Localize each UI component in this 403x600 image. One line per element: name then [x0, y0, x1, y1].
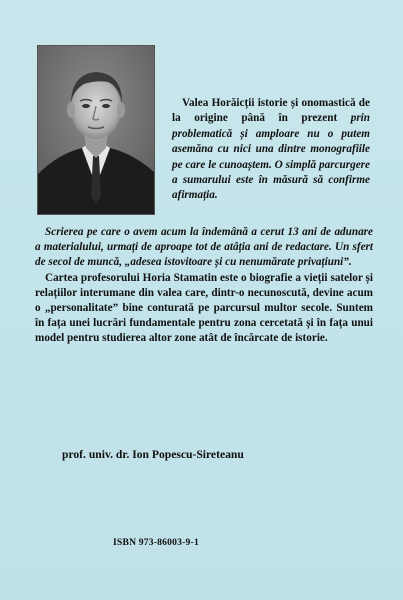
- review-text: [35, 225, 373, 347]
- review-paragraph-1: Scrierea pe care o avem acum la îndemână a cerut 13 ani de adunare a materialului, urmați de aproape tot de atâția ani de redactare. Un sfert de secol de muncă, „adesea istovitoare și cu nenumărate privațiuni”.: [35, 226, 373, 269]
- portrait-illustration: [38, 46, 154, 214]
- author-portrait-photo: [38, 46, 154, 214]
- isbn-number: ISBN 973-86003-9-1: [113, 537, 199, 548]
- intro-title: Valea Horăicții istorie și onomastică de la origine până în prezent: [172, 97, 370, 125]
- author-signature: prof. univ. dr. Ion Popescu-Sireteanu: [62, 448, 244, 461]
- review-paragraph-2: Cartea profesorului Horia Stamatin este o biografie a vieții satelor și relațiilor interumane din valea care, dintr-o necunoscută, devine acum o „personalitate” bine conturată pe parcursul multor secole. Suntem în fața unei lucrări fundamentale pentru zona cercetată și în fața unui model pentru studierea altor zone atât de încărcate de istorie.: [35, 271, 373, 345]
- intro-italic: prin problematică și amploare nu o putem asemăna cu nici una dintre monografiile pe care le cunoaștem. O simplă parcurgere a sumarului este în măsură să confirme afirmația.: [172, 112, 370, 202]
- intro-text: [172, 96, 370, 204]
